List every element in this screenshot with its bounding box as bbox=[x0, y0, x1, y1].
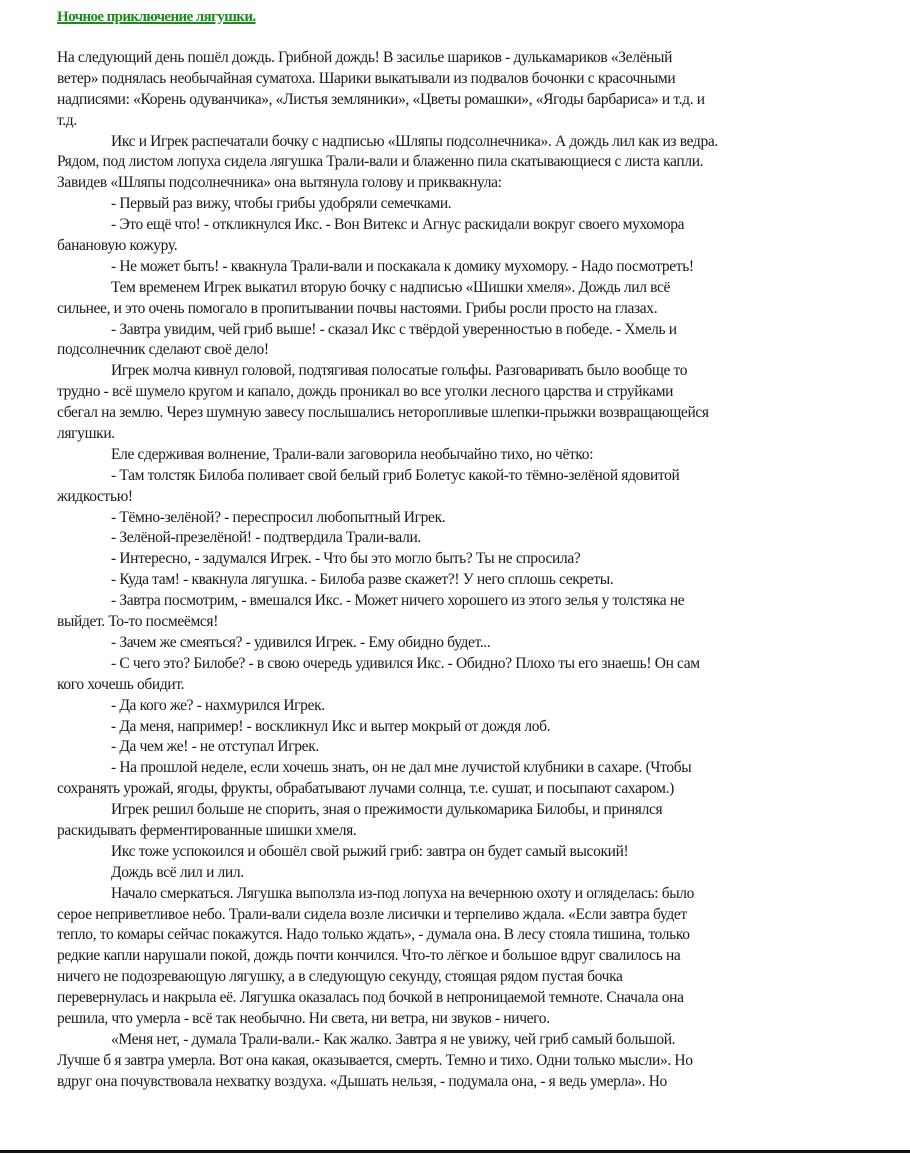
text-line: сбегал на землю. Через шумную завесу послышались неторопливые шлепки-прыжки возвращающейся bbox=[57, 404, 709, 422]
text-line: - Первый раз вижу, чтобы грибы удобряли семечками. bbox=[111, 195, 452, 213]
text-line: перевернулась и накрыла её. Лягушка оказалась под бочкой в непроницаемой темноте. Сначала она bbox=[57, 989, 684, 1007]
text-line: сохранять урожай, ягоды, фрукты, обрабатывают лучами солнца, т.е. сушат, и посыпают сахаром.) bbox=[57, 780, 674, 798]
text-line: подсолнечник сделают своё дело! bbox=[57, 341, 269, 359]
text-line: - Это ещё что! - откликнулся Икс. - Вон Витекс и Агнус раскидали вокруг своего мухомора bbox=[111, 216, 685, 234]
document-body bbox=[57, 48, 887, 1093]
text-line: ветер» поднялась необычайная суматоха. Шарики выкатывали из подвалов бочонки с красочными bbox=[57, 69, 676, 87]
text-line: кого хочешь обидит. bbox=[57, 675, 185, 693]
text-line: «Меня нет, - думала Трали-вали.- Как жалко. Завтра я не увижу, чей гриб самый большой. bbox=[111, 1030, 676, 1048]
text-line: Дождь всё лил и лил. bbox=[111, 863, 244, 881]
text-line: Икс тоже успокоился и обошёл свой рыжий гриб: завтра он будет самый высокий! bbox=[111, 842, 629, 860]
text-line: Еле сдерживая волнение, Трали-вали заговорила необычайно тихо, но чётко: bbox=[111, 445, 594, 463]
text-line: - Зелёной-презелёной! - подтвердила Трали-вали. bbox=[111, 529, 421, 547]
text-line: лягушки. bbox=[57, 425, 115, 443]
text-line: На следующий день пошёл дождь. Грибной дождь! В засилье шариков - дулькамариков «Зелёный bbox=[57, 49, 673, 66]
text-line: - Да кого же? - нахмурился Игрек. bbox=[111, 696, 325, 714]
document-title: Ночное приключение лягушки. bbox=[57, 9, 256, 25]
text-line: - Не может быть! - квакнула Трали-вали и поскакала к домику мухомору. - Надо посмотреть! bbox=[111, 257, 694, 275]
text-line: редкие капли нарушали покой, дождь почти кончился. Что-то лёгкое и большое вдруг свалилось на bbox=[57, 947, 681, 965]
text-line: ничего не подозревающую лягушку, а в следующую секунду, стоящая рядом пустая бочка bbox=[57, 968, 623, 986]
text-line: банановую кожуру. bbox=[57, 237, 178, 255]
text-line: сильнее, и это очень помогало в пропитывании почвы настоями. Грибы росли просто на глазах. bbox=[57, 299, 658, 317]
text-line: Тем временем Игрек выкатил вторую бочку с надписью «Шишки хмеля». Дождь лил всё bbox=[111, 278, 671, 296]
text-line: - Там толстяк Билоба поливает свой белый гриб Болетус какой-то тёмно-зелёной ядовитой bbox=[111, 466, 680, 484]
text-line: - Завтра увидим, чей гриб выше! - сказал Икс с твёрдой уверенностью в победе. - Хмель и bbox=[111, 320, 677, 338]
text-line: - Куда там! - квакнула лягушка. - Билоба разве скажет?! У него сплошь секреты. bbox=[111, 571, 614, 589]
text-line: Лучше б я завтра умерла. Вот она какая, оказывается, смерть. Темно и тихо. Одни только мысли». Но bbox=[57, 1051, 693, 1069]
text-line: Игрек решил больше не спорить, зная о прежимости дулькомарика Билобы, и принялся bbox=[111, 801, 663, 819]
text-line: - С чего это? Билобе? - в свою очередь удивился Икс. - Обидно? Плохо ты его знаешь! Он сам bbox=[111, 654, 700, 672]
text-line: Икс и Игрек распечатали бочку с надписью «Шляпы подсолнечника». А дождь лил как из ведра. bbox=[111, 132, 718, 150]
text-line: трудно - всё шумело кругом и капало, дождь проникал во все уголки лесного царства и струйками bbox=[57, 383, 674, 401]
text-line: - Завтра посмотрим, - вмешался Икс. - Может ничего хорошего из этого зелья у толстяка не bbox=[111, 592, 685, 610]
text-line: Завидев «Шляпы подсолнечника» она вытянула голову и приквакнула: bbox=[57, 174, 502, 192]
text-line: - Интересно, - задумался Игрек. - Что бы это могло быть? Ты не спросила? bbox=[111, 550, 581, 568]
text-line: Игрек молча кивнул головой, подтягивая полосатые гольфы. Разговаривать было вообще то bbox=[111, 362, 688, 380]
text-line: жидкостью! bbox=[57, 487, 133, 505]
text-line: Начало смеркаться. Лягушка выползла из-под лопуха на вечернюю охоту и огляделась: было bbox=[111, 884, 695, 902]
text-line: - На прошлой неделе, если хочешь знать, он не дал мне лучистой клубники в сахаре. (Чтобы bbox=[111, 759, 692, 777]
text-line: надписями: «Корень одуванчика», «Листья земляники», «Цветы ромашки», «Ягоды барбариса» и т.д. и bbox=[57, 90, 705, 108]
text-line: вдруг она почувствовала нехватку воздуха. «Дышать нельзя, - подумала она, - я ведь умерла». Но bbox=[57, 1072, 667, 1090]
text-line: - Да чем же! - не отступал Игрек. bbox=[111, 738, 319, 756]
text-line: выйдет. То-то посмеёмся! bbox=[57, 613, 219, 631]
text-line: решила, что умерла - всё так необычно. Ни света, ни ветра, ни звуков - ничего. bbox=[57, 1009, 550, 1027]
text-line: - Зачем же смеяться? - удивился Игрек. - Ему обидно будет... bbox=[111, 633, 491, 651]
text-line: - Тёмно-зелёной? - переспросил любопытный Игрек. bbox=[111, 508, 446, 526]
text-line: - Да меня, например! - воскликнул Икс и вытер мокрый от дождя лоб. bbox=[111, 717, 551, 735]
page-bottom-border bbox=[0, 1150, 910, 1153]
text-line: т.д. bbox=[57, 111, 77, 129]
text-line: серое неприветливое небо. Трали-вали сидела возле лисички и терпеливо ждала. «Если завтра будет bbox=[57, 905, 687, 923]
text-line: раскидывать ферментированные шишки хмеля. bbox=[57, 821, 357, 839]
text-line: тепло, то комары сейчас покажутся. Надо только ждать», - думала она. В лесу стояла тишина, только bbox=[57, 926, 690, 944]
text-line: Рядом, под листом лопуха сидела лягушка Трали-вали и блаженно пила скатывающиеся с листа капли. bbox=[57, 153, 704, 171]
